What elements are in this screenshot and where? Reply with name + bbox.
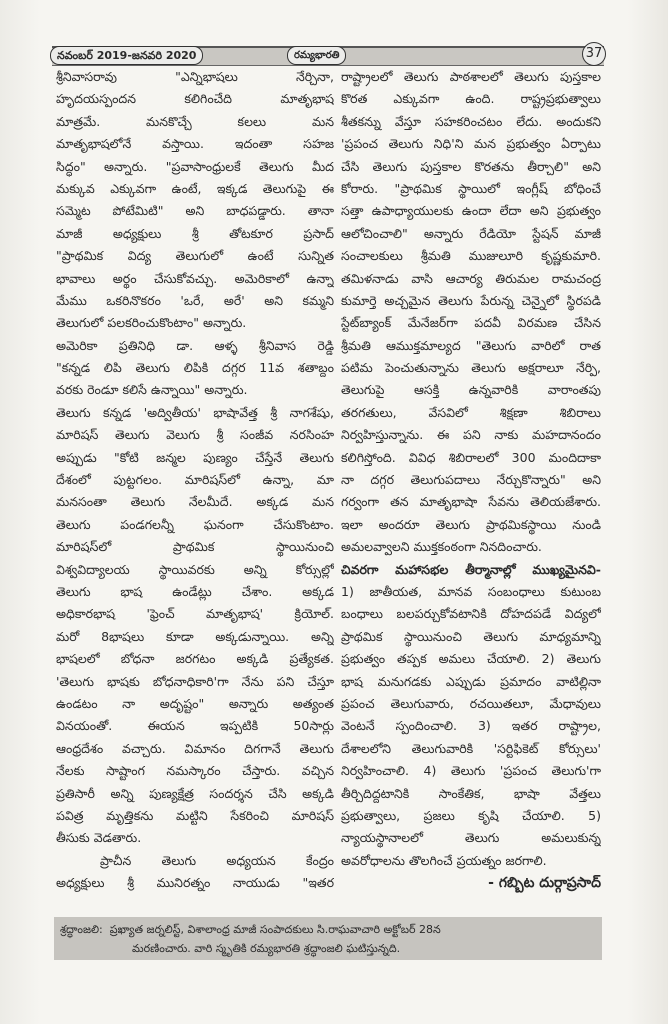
tribute-text: ప్రఖ్యాత జర్నలిస్ట్, విశాలాంధ్ర మాజీ సంపాదకులు సి.రాఘవాచారి అక్టోబర్ 28న [109, 923, 441, 936]
text-line: అధ్యక్షులు శ్రీ మునిరత్నం నాయుడు "ఇతర [56, 875, 334, 891]
text-line: మాజీ అధ్యక్షులు శ్రీ తోటకూర ప్రసాద్ [56, 225, 334, 241]
tribute-label: శ్రద్ధాంజలి: [60, 923, 103, 936]
text-line: మాత్రమే. మనకొచ్చే కలలు మన [56, 113, 334, 129]
text-line: వినయంతో. ఈయన ఇప్పటికి 50సార్లు [56, 718, 334, 734]
text-line: 'తెలుగు భాషకు బోధనాధికారి'గా నేను పని చేస్తూ [56, 673, 334, 689]
text-line: తెలుగు కన్నడ 'అద్వితీయ' భాషావేత్త శ్రీ నాగశేషు, [56, 404, 334, 420]
text-line: చివరగా మహాసభల తీర్మానాల్లో ముఖ్యమైనవి- [341, 561, 601, 577]
text-line: కలిగిస్తోంది. వివిధ శిబిరాలలో 300 మందిదాకా [341, 449, 601, 465]
text-line: మనసంతా తెలుగు నేలమీదే. అక్కడ మన [56, 494, 334, 510]
text-line: మరో 8భాషలు కూడా అక్కడున్నాయి. అన్ని [56, 628, 334, 644]
text-line: వరకు రెండూ కలిసే ఉన్నాయి" అన్నారు. [56, 382, 248, 398]
text-line: శ్రీమతి ఆముక్తమాల్యద "తెలుగు వారిలో రాత [341, 337, 601, 353]
tribute-line-2: మరణించారు. వారి స్మృతికి రమ్యభారతి శ్రద్ధాంజలి ఘటిస్తున్నది. [132, 942, 401, 955]
text-line: మేము ఒకరినొకరం 'ఒరే, అరే' అని కమ్మని [56, 292, 334, 308]
text-line: తమిళనాడు వాసి ఆచార్య తిరుమల రామచంద్ర [341, 270, 601, 286]
text-line: మాతృభాషలోనే వస్తాయి. ఇదంతా సహజ [56, 136, 334, 152]
text-line: హృదయస్పందన కలిగించేది మాతృభాష [56, 91, 334, 107]
text-line: శ్రీనివాసరావు "ఎన్నిభాషలు నేర్చినా, [56, 69, 334, 84]
text-line: తెలుగులో పలకరించుకొంటాం" అన్నారు. [56, 315, 247, 331]
text-line: "కన్నడ లిపి తెలుగు లిపికి దగ్గర 11వ శతాబ్దం [56, 360, 334, 376]
text-line: మారిషస్ తెలుగు వెలుగు శ్రీ సంజీవ నరసింహ [56, 427, 334, 443]
page-header [52, 46, 604, 66]
text-line: తరగతులు, వేసవిలో శిక్షణా శిబిరాలు [341, 404, 601, 420]
text-line: కొరత ఎక్కువగా ఉంది. రాష్ట్రప్రభుత్వాలు [341, 91, 601, 107]
text-line: "ప్రాథమిక విద్య తెలుగులో ఉంటే సున్నిత [56, 248, 334, 264]
text-line: నా దగ్గర తెలుగుపదాలు నేర్చుకొన్నారు" అని [341, 472, 601, 488]
text-line: ప్రభుత్వం తప్పక అమలు చేయాలి. 2) తెలుగు [341, 651, 601, 667]
text-line: 1) జాతీయత, మానవ సంబంధాలు కుటుంబ [341, 583, 601, 599]
text-line: భాషలలో బోధనా జరగటం అక్కడి ప్రత్యేకత. [56, 651, 334, 667]
text-line: నేలకు సాష్టాంగ నమస్కారం చేస్తారు. వచ్చిన [56, 763, 334, 779]
text-line: ఉండటం నా అదృష్టం" అన్నారు అత్యంత [56, 695, 334, 711]
page-number: 37 [582, 42, 606, 66]
text-line: భావాలు అర్థం చేసుకోవచ్చు. అమెరికాలో ఉన్నా [56, 270, 334, 286]
tribute-line-1 [54, 920, 602, 939]
text-line: ప్రభుత్వాలు, ప్రజలు కృషి చేయాలి. 5) [341, 807, 601, 823]
text-line: చేసి తెలుగు పుస్తకాల కొరతను తీర్చాలి" అని [341, 158, 601, 174]
text-line: తీసుకు వెడతారు. [56, 830, 142, 846]
text-line: నిర్వహించాలి. 4) తెలుగు 'ప్రపంచ తెలుగు'గా [341, 763, 601, 779]
text-line: ప్రాచీన తెలుగు అధ్యయన కేంద్రం [100, 852, 334, 868]
magazine-title: రమ్యభారతి [287, 46, 346, 65]
text-line: అమలవ్వాలని ముక్తకంఠంగా నినదించారు. [341, 539, 542, 555]
text-line: కుమార్తె అచ్చమైన తెలుగు పేరున్న చెన్నైలో స్థిరపడి [341, 292, 601, 308]
text-line: ప్రతిసారీ అన్ని పుణ్యక్షేత్ర సందర్శన చేసి అక్కడి [56, 785, 334, 801]
text-line: న్యాయస్థానాలలో తెలుగు అమలుకున్న [341, 830, 601, 846]
text-line: ఆలోచించాలి" అన్నారు రేడియో స్టేషన్ మాజీ [341, 225, 601, 241]
text-line: వెంటనే స్పందించాలి. 3) ఇతర రాష్ట్రాల, [341, 718, 601, 734]
right-column [341, 66, 601, 894]
text-line: ప్రాథమిక స్థాయినుంచి తెలుగు మాధ్యమాన్ని [341, 628, 601, 644]
text-line: ఇలా అందరూ తెలుగు ప్రాథమికస్థాయి నుండి [341, 516, 601, 532]
text-line: శీతకన్ను వేస్తూ సహకరించటం లేదు. అందుకని [341, 113, 601, 129]
text-line: మక్కువ ఎక్కువగా ఉంటే, ఇక్కడ తెలుగుపై ఈ [56, 180, 334, 196]
text-line: బంధాలు బలపర్చుకోవటానికి దోహదపడే విద్యలో [341, 606, 601, 622]
text-line: గర్వంగా తన మాతృభాషా సేవను తెలియజేశారు. [341, 494, 601, 510]
text-line: నిర్వహిస్తున్నాను. ఈ పని నాకు మహదానందం [341, 427, 601, 443]
text-line: అమెరికా ప్రతినిధి డా. ఆళ్ళ శ్రీనివాస రెడ్డి [56, 337, 334, 353]
text-line: సంచాలకులు శ్రీమతి ముజులూరి కృష్ణకుమారి. [341, 248, 601, 264]
text-line: - గబ్బిట దుర్గాప్రసాద్ [488, 875, 601, 892]
text-line: భాష మనుగడకు ఎప్పుడు ప్రమాదం వాటిల్లినా [341, 673, 601, 689]
text-line: తెలుగుపై ఆసక్తి ఉన్నవారికి వారాంతపు [341, 382, 601, 398]
text-line: మారిషస్‌లో ప్రాథమిక స్థాయినుంచి [56, 539, 334, 555]
text-line: రాష్ట్రాలలో తెలుగు పాఠశాలలో తెలుగు పుస్తకాల [341, 69, 601, 84]
text-line: విశ్వవిద్యాలయ స్థాయివరకు అన్ని కోర్సుల్లో [56, 561, 334, 577]
text-line: స్టేట్‌బ్యాంక్ మేనేజర్‌గా పదవీ విరమణ చేసిన [341, 315, 601, 331]
text-line: ప్రపంచ తెలుగువారు, రచయితలూ, మేధావులు [341, 695, 601, 711]
text-line: తెలుగు భాష ఉండేట్లు చేశాం. అక్కడ [56, 583, 334, 599]
text-line: అవరోధాలను తొలగించే ప్రయత్నం జరగాలి. [341, 852, 547, 868]
text-line: కోరారు. "ప్రాథమిక స్థాయిలో ఇంగ్లీష్ బోధించే [341, 180, 601, 196]
text-line: తెలుగు పండగలన్నీ ఘనంగా చేసుకొంటాం. [56, 516, 334, 532]
text-line: సమ్మెట పోటేమిటి" అని బాధపడ్డారు. తానా [56, 203, 334, 219]
text-line: పవిత్ర మృత్తికను మట్టిని సేకరించి మారిషస్ [56, 807, 334, 823]
text-line: పటిమ పెంచుతున్నాను తెలుగు అక్షరాలూ నేర్పి, [341, 360, 601, 376]
text-line: దేశాలలోని తెలుగువారికి 'సర్టిఫికెట్ కోర్సులు' [341, 740, 601, 756]
tribute-box [54, 917, 602, 960]
text-line: ఆంధ్రదేశం వచ్చారు. విమానం దిగగానే తెలుగు [56, 740, 334, 756]
text-line: అధికారభాష 'ఫ్రెంచ్ మాతృభాష' క్రియోల్. [56, 606, 334, 622]
text-line: దేశంలో పుట్టగలం. మారిషస్‌లో ఉన్నా, మా [56, 472, 334, 488]
left-column [56, 66, 334, 894]
issue-date: నవంబర్ 2019-జనవరి 2020 [50, 46, 203, 65]
text-line: సిద్ధం" అన్నారు. "ప్రవాసాంధ్రులకే తెలుగు మీద [56, 158, 334, 174]
text-line: 'ప్రపంచ తెలుగు నిధి'ని మన ప్రభుత్వం ఏర్పాటు [341, 136, 601, 152]
text-line: సత్తా ఉపాధ్యాయులకు ఉందా లేదా అని ప్రభుత్వం [341, 203, 601, 219]
text-line: అప్పుడు "కోటి జన్మల పుణ్యం చేస్తేనే తెలుగు [56, 449, 334, 465]
text-line: తీర్చిదిద్దటానికి సాంకేతిక, భాషా వేత్తలు [341, 785, 601, 801]
